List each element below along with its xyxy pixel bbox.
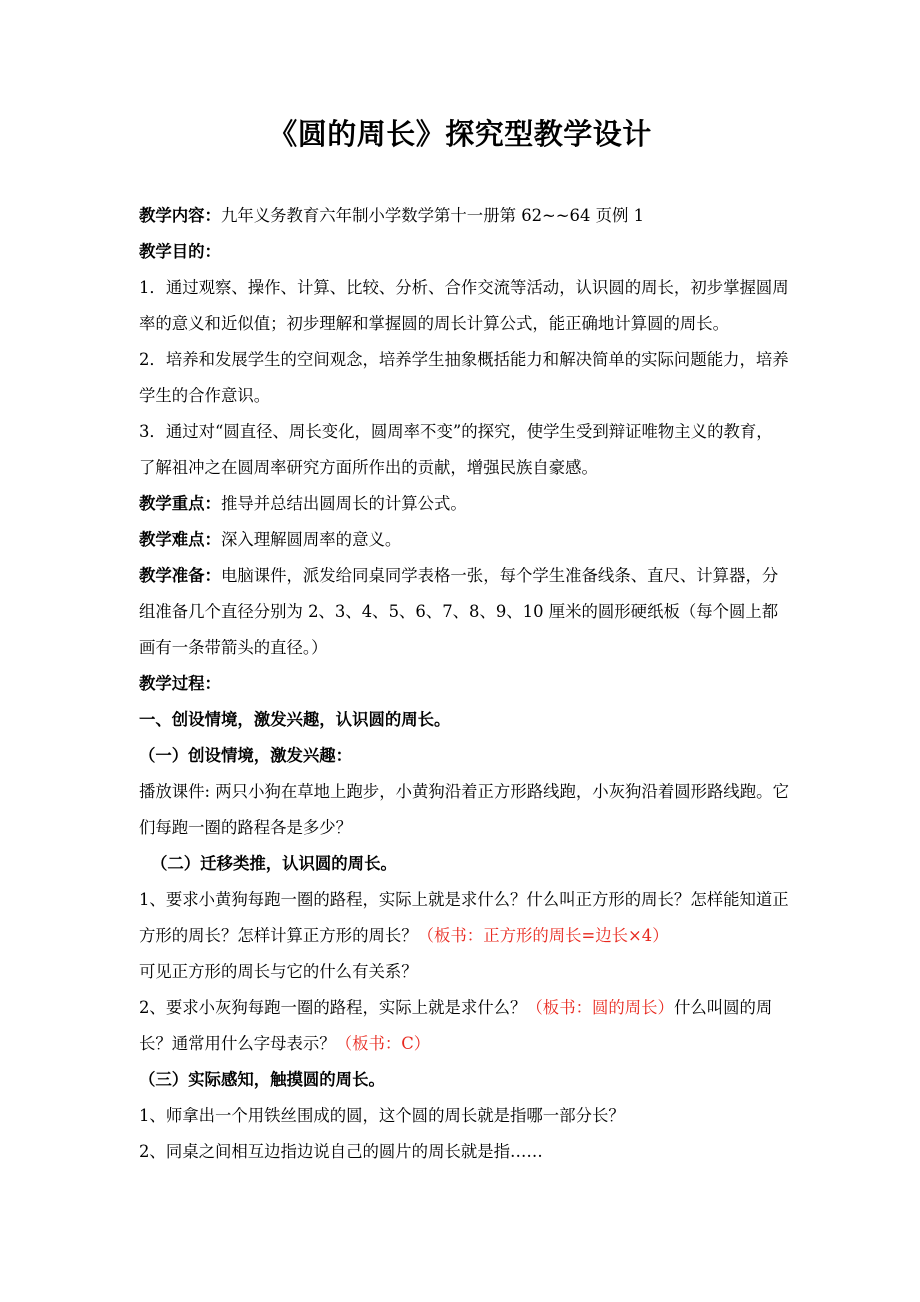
teaching-content-label: 教学内容： <box>139 206 221 225</box>
objective-item-3: 3．通过对“圆直径、周长变化，圆周率不变”的探究，使学生受到辩证唯物主义的教育，了解祖冲之在圆周率研究方面所作出的贡献，增强民族自豪感。 <box>139 422 773 477</box>
objectives-heading: 教学目的： <box>139 242 221 261</box>
key-point-label: 教学重点： <box>139 494 221 513</box>
difficulty-text: 深入理解圆周率的意义。 <box>220 530 402 549</box>
subsection-3-item-1: 1、师拿出一个用铁丝围成的圆，这个圆的周长就是指哪一部分长？ <box>139 1106 625 1125</box>
process-heading: 教学过程： <box>139 674 221 693</box>
subsection-2-item-2 <box>139 990 789 1062</box>
board-note-letter-c: （板书：C） <box>335 1034 431 1053</box>
section-1-heading: 一、创设情境，激发兴趣，认识圆的周长。 <box>139 710 451 729</box>
subsection-2-heading: （二）迁移类推，认识圆的周长。 <box>151 854 397 873</box>
subsection-1-text: 播放课件: 两只小狗在草地上跑步，小黄狗沿着正方形路线跑，小灰狗沿着圆形路线跑。它们每跑一圈的路程各是多少？ <box>139 782 789 837</box>
preparation-label: 教学准备： <box>139 566 221 585</box>
key-point <box>139 486 789 522</box>
board-note-circle-perimeter: （板书：圆的周长） <box>526 998 674 1017</box>
preparation <box>139 558 789 666</box>
subsection-2-item-2-text-b: 什么叫圆的周长？通常用什么字母表示？ <box>139 998 773 1053</box>
subsection-3-item-2: 2、同桌之间相互边指边说自己的圆片的周长就是指…… <box>139 1142 543 1161</box>
subsection-1-heading: （一）创设情境，激发兴趣： <box>139 746 353 765</box>
document-title: 《圆的周长》探究型教学设计 <box>268 117 652 151</box>
difficulty <box>139 522 789 558</box>
objective-item-2: 2．培养和发展学生的空间观念，培养学生抽象概括能力和解决简单的实际问题能力，培养学生的合作意识。 <box>139 350 789 405</box>
key-point-text: 推导并总结出圆周长的计算公式。 <box>220 494 467 513</box>
teaching-content-text: 九年义务教育六年制小学数学第十一册第 62~~64 页例 1 <box>220 206 645 225</box>
preparation-text: 电脑课件，派发给同桌同学表格一张，每个学生准备线条、直尺、计算器，分组准备几个直径分别为 2、3、4、5、6、7、8、9、10 厘米的圆形硬纸板（每个圆上都画有一条带箭头的直径。） <box>139 566 779 657</box>
subsection-3-heading: （三）实际感知，触摸圆的周长。 <box>139 1070 385 1089</box>
document-body <box>139 198 789 1170</box>
objective-item-1: 1．通过观察、操作、计算、比较、分析、合作交流等活动，认识圆的周长，初步掌握圆周率的意义和近似值；初步理解和掌握圆的周长计算公式，能正确地计算圆的周长。 <box>139 278 789 333</box>
difficulty-label: 教学难点： <box>139 530 221 549</box>
subsection-2-item-1-followup: 可见正方形的周长与它的什么有关系？ <box>139 962 418 981</box>
subsection-2-item-1-text: 1、要求小黄狗每跑一圈的路程，实际上就是求什么？什么叫正方形的周长？怎样能知道正方形的周长？怎样计算正方形的周长？ <box>139 890 789 945</box>
subsection-2-item-2-text-a: 2、要求小灰狗每跑一圈的路程，实际上就是求什么？ <box>139 998 527 1017</box>
board-note-square-perimeter: （板书：正方形的周长=边长×4） <box>417 926 669 945</box>
teaching-content <box>139 198 789 234</box>
subsection-2-item-1 <box>139 882 789 954</box>
